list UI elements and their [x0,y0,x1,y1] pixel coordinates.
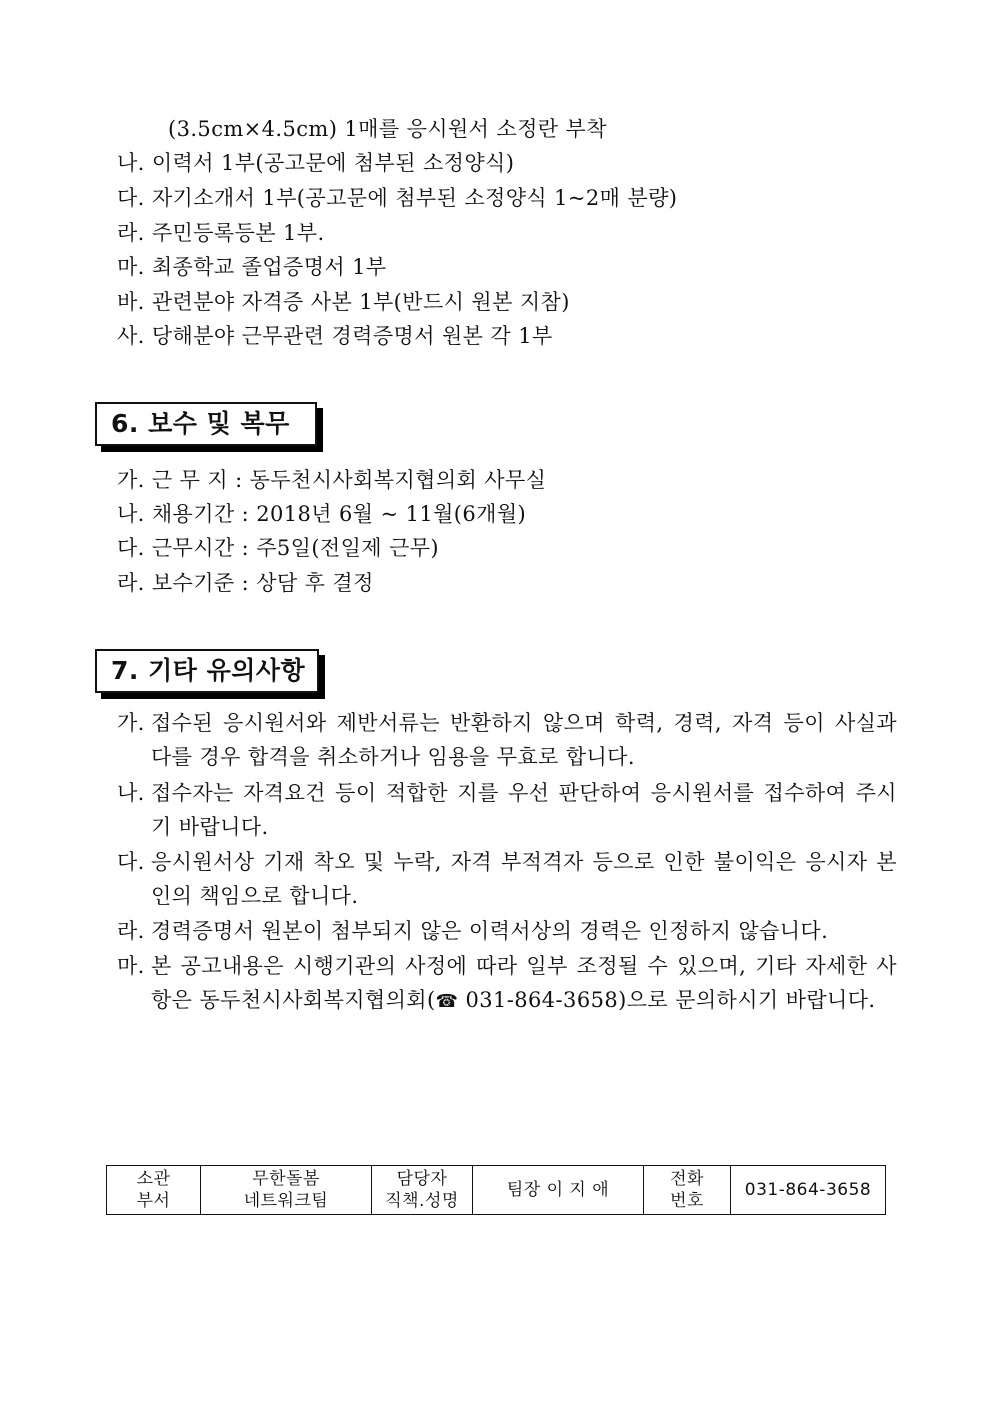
manager-label-cell [372,1166,473,1215]
list-item: 바. 관련분야 자격증 사본 1부(반드시 원본 지참) [117,290,570,314]
phone-label: 번호 [670,1191,704,1211]
notice-item-label: 나. [117,781,145,805]
telephone-icon: ☎ [435,991,459,1012]
list-item: 다. 자기소개서 1부(공고문에 첨부된 소정양식 1~2매 분량) [117,186,678,210]
dept-label: 부서 [136,1191,171,1211]
phone-label: 전화 [670,1169,704,1189]
list-item: 가. 근 무 지 : 동두천시사회복지협의회 사무실 [117,468,547,492]
manager-label: 담당자 [396,1169,448,1189]
list-item: 라. 보수기준 : 상담 후 결정 [117,571,374,595]
notice-item [117,845,897,915]
notice-item-label: 마. [117,954,145,978]
notice-text-before-phone: 본 공고내용은 시행기관의 사정에 따라 일부 조정될 수 있으며, 기타 자세한 사항은 동두천시사회복지협의회( [151,954,897,1012]
notice-item-label: 라. [117,919,145,943]
manager-label: 직책.성명 [385,1191,459,1211]
notice-item [117,776,897,846]
dept-value: 네트워크팀 [243,1191,329,1211]
photo-requirement-line: (3.5cm×4.5cm) 1매를 응시원서 소정란 부착 [168,117,607,141]
notice-item [117,706,897,776]
dept-value-cell [201,1166,372,1215]
phone-value-cell [731,1166,886,1215]
notice-item-text: 접수된 응시원서와 제반서류는 반환하지 않으며 학력, 경력, 자격 등이 사실과 다를 경우 합격을 취소하거나 임용을 무효로 합니다. [151,711,897,769]
dept-value: 무한돌봄 [252,1169,320,1189]
notice-item-text: 접수자는 자격요건 등이 적합한 지를 우선 판단하여 응시원서를 접수하여 주시기 바랍니다. [151,781,897,839]
list-item: 마. 최종학교 졸업증명서 1부 [117,255,387,279]
notice-item-text: 응시원서상 기재 착오 및 누락, 자격 부적격자 등으로 인한 불이익은 응시자 본인의 책임으로 합니다. [151,850,897,908]
notice-item-text: 경력증명서 원본이 첨부되지 않은 이력서상의 경력은 인정하지 않습니다. [151,919,829,943]
phone-value: 031-864-3658 [744,1180,872,1200]
list-item: 다. 근무시간 : 주5일(전일제 근무) [117,536,440,560]
notice-text-after-phone: 031-864-3658)으로 문의하시기 바랍니다. [458,988,876,1012]
notice-item-label: 가. [117,711,145,735]
notice-item [117,914,897,948]
section-6-heading: 6. 보수 및 복무 [95,402,317,446]
list-item: 나. 이력서 1부(공고문에 첨부된 소정양식) [117,151,515,175]
notice-item-label: 다. [117,850,145,874]
section-7-heading: 7. 기타 유의사항 [95,649,319,693]
notice-item [117,949,897,1053]
dept-label-cell [107,1166,201,1215]
manager-value: 팀장 이 지 애 [506,1180,610,1200]
list-item: 나. 채용기간 : 2018년 6월 ~ 11월(6개월) [117,502,527,526]
list-item: 라. 주민등록등본 1부. [117,221,325,245]
dept-label: 소관 [136,1169,171,1189]
notice-item-text [151,949,897,1019]
contact-table [106,1165,886,1215]
manager-value-cell [473,1166,644,1215]
list-item: 사. 당해분야 근무관련 경력증명서 원본 각 1부 [117,324,553,348]
phone-label-cell [644,1166,731,1215]
